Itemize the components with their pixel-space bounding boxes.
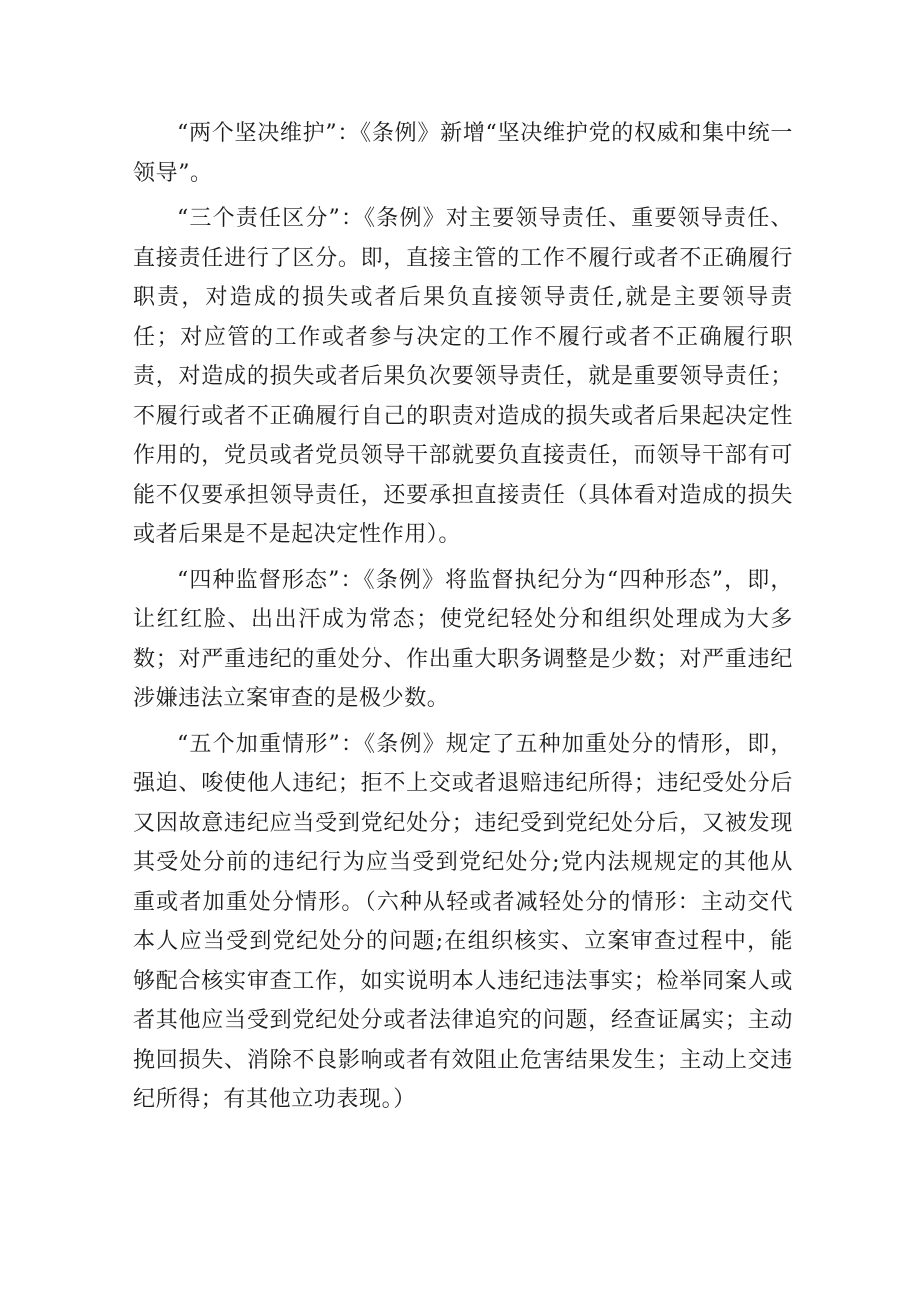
paragraph-three-responsibility-distinctions: “三个责任区分”：《条例》对主要领导责任、重要领导责任、直接责任进行了区分。即，直接主管的工作不履行或者不正确履行职责，对造成的损失或者后果负直接领导责任,就是主要领导责任；对应管的工作或者参与决定的工作不履行或者不正确履行职责，对造成的损失或者后果负次要领导责任，就是重要领导责任；不履行或者不正确履行自己的职责对造成的损失或者后果起决定性作用的，党员或者党员领导干部就要负直接责任，而领导干部有可能不仅要承担领导责任，还要承担直接责任（具体看对造成的损失或者后果是不是起决定性作用）。 <box>133 206 793 547</box>
document-body <box>133 114 793 1126</box>
paragraph-five-aggravating-circumstances: “五个加重情形”：《条例》规定了五种加重处分的情形，即，强迫、唆使他人违纪；拒不上交或者退赔违纪所得；违纪受处分后又因故意违纪应当受到党纪处分；违纪受到党纪处分后，又被发现其受处分前的违纪行为应当受到党纪处分;党内法规规定的其他从重或者加重处分情形。（六种从轻或者减轻处分的情形：主动交代本人应当受到党纪处分的问题;在组织核实、立案审查过程中，能够配合核实审查工作，如实说明本人违纪违法事实；检举同案人或者其他应当受到党纪处分或者法律追究的问题，经查证属实；主动挽回损失、消除不良影响或者有效阻止危害结果发生；主动上交违纪所得；有其他立功表现。） <box>133 731 793 1112</box>
paragraph-two-firm-maintenance: “两个坚决维护”：《条例》新增“坚决维护党的权威和集中统一领导”。 <box>133 121 793 186</box>
paragraph-four-forms-of-supervision: “四种监督形态”：《条例》将监督执纪分为“四种形态”，即，让红红脸、出出汗成为常态；使党纪轻处分和组织处理成为大多数；对严重违纪的重处分、作出重大职务调整是少数；对严重违纪涉嫌违法立案审查的是极少数。 <box>133 567 793 711</box>
